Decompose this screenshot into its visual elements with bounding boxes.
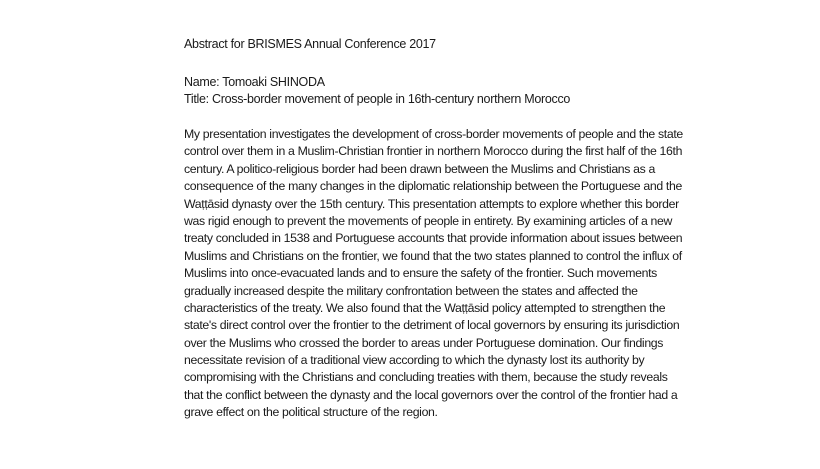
abstract-line: treaty concluded in 1538 and Portuguese accounts that provide information about issues between — [184, 231, 683, 246]
abstract-line: control over them in a Muslim-Christian frontier in northern Morocco during the first half of the 16th — [184, 144, 683, 159]
abstract-line: state's direct control over the frontier to the detriment of local governors by ensuring its jurisdiction — [184, 318, 680, 333]
abstract-line: that the conflict between the dynasty and the local governors over the control of the frontier had a — [184, 387, 678, 402]
abstract-line: grave effect on the political structure of the region. — [184, 405, 438, 420]
abstract-line: consequence of the many changes in the diplomatic relationship between the Portuguese and the — [184, 179, 682, 194]
document-title: Abstract for BRISMES Annual Conference 2017 — [184, 37, 436, 51]
abstract-line: Muslims and Christians on the frontier, we found that the two states planned to control the influx of — [184, 248, 682, 263]
abstract-line: over the Muslims who crossed the border to areas under Portuguese domination. Our findings — [184, 335, 664, 350]
abstract-line: necessitate revision of a traditional view according to which the dynasty lost its authority by — [184, 353, 645, 368]
abstract-line: gradually increased despite the military confrontation between the states and affected the — [184, 283, 638, 298]
abstract-line: Waṭṭāsid dynasty over the 15th century. This presentation attempts to explore whether this border — [184, 196, 679, 211]
author-meta — [184, 74, 570, 108]
abstract-line: compromising with the Christians and concluding treaties with them, because the study reveals — [184, 370, 668, 385]
abstract-line: characteristics of the treaty. We also found that the Waṭṭāsid policy attempted to strengthen the — [184, 300, 666, 315]
abstract-body — [184, 126, 683, 422]
abstract-line: was rigid enough to prevent the movements of people in entirety. By examining articles of a new — [184, 213, 673, 228]
presentation-title: Title: Cross-border movement of people in 16th-century northern Morocco — [184, 92, 571, 106]
abstract-line: century. A politico-religious border had been drawn between the Muslims and Christians as a — [184, 161, 656, 176]
abstract-line: Muslims into once-evacuated lands and to ensure the safety of the frontier. Such movements — [184, 266, 657, 281]
author-name: Name: Tomoaki SHINODA — [184, 75, 325, 89]
abstract-line: My presentation investigates the development of cross-border movements of people and the state — [184, 127, 683, 141]
